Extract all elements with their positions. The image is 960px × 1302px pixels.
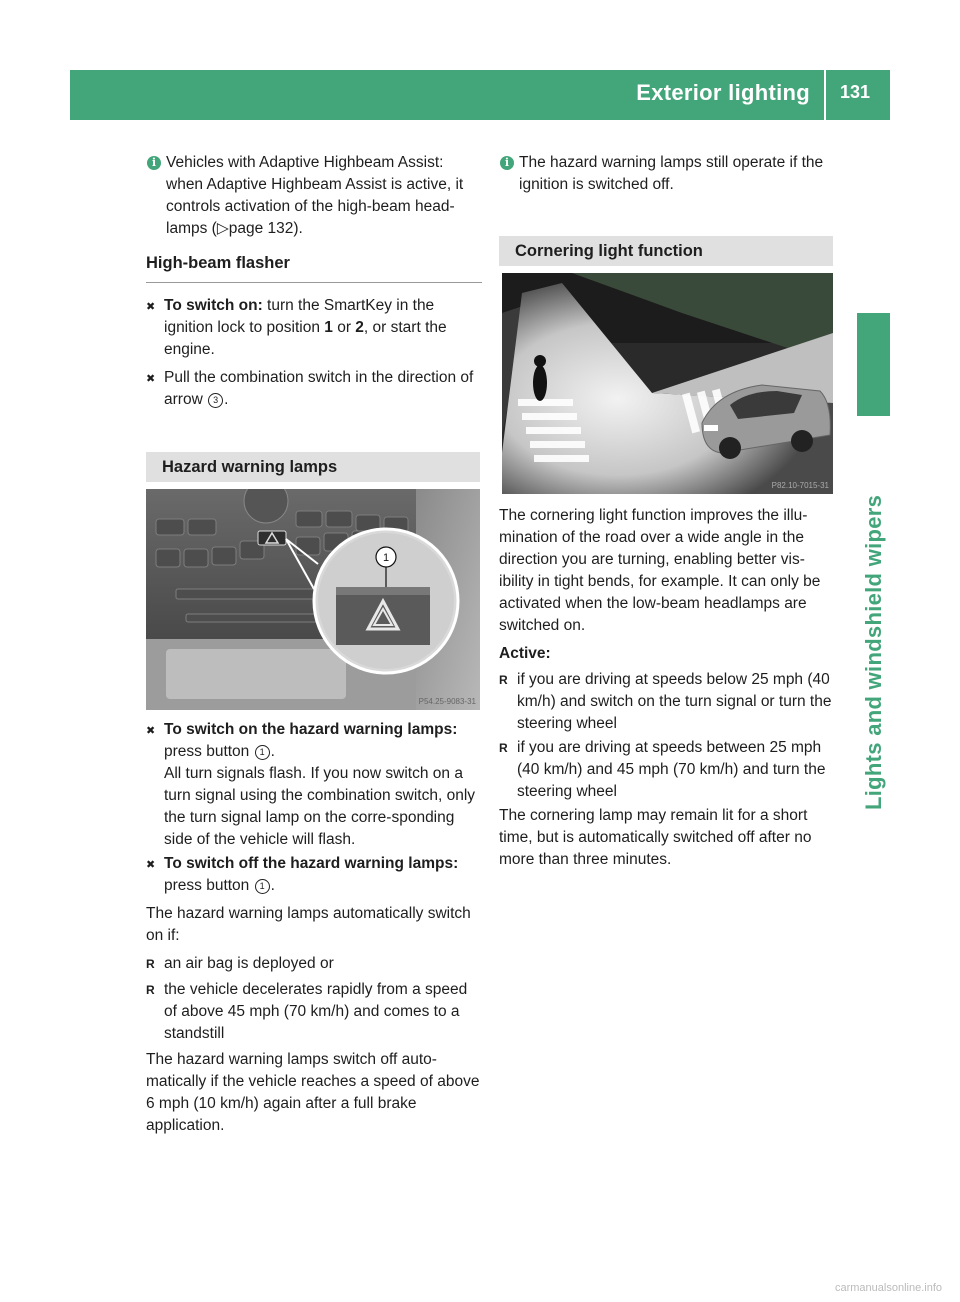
left-column: [146, 152, 482, 411]
info-icon: i: [147, 156, 161, 170]
callout-number: 1: [255, 745, 270, 760]
position-value: 1: [324, 319, 333, 336]
list-item: [146, 979, 482, 1045]
step-arrow-icon: ✖: [146, 301, 156, 313]
cornering-light-image: [502, 273, 833, 494]
step-arrow-icon: ✖: [146, 725, 156, 737]
info-note-text: The hazard warning lamps still operate if the ignition is switched off.: [519, 154, 824, 193]
page-number: 131: [839, 82, 870, 102]
info-note: [146, 152, 482, 240]
position-value: 2: [355, 319, 364, 336]
info-note: [499, 152, 835, 196]
image-code: P82.10-7015-31: [771, 481, 829, 490]
header-divider: [824, 70, 826, 120]
heading-hazard-warning-lamps: Hazard warning lamps: [146, 452, 480, 482]
chapter-tab-label: Lights and windshield wipers: [861, 494, 886, 810]
bullet-icon: R: [146, 983, 155, 997]
step-text: press button: [164, 877, 250, 894]
step-switch-on: [146, 295, 482, 361]
cornering-light-illustration: [502, 273, 833, 494]
info-icon: i: [500, 156, 514, 170]
list-item-text: an air bag is deployed or: [164, 955, 334, 972]
image-callout-number: 1: [382, 552, 390, 564]
step-pull-switch: ✖ Pull the combination switch in the direction of arrow 3 .: [146, 369, 474, 408]
bullet-icon: R: [499, 673, 508, 687]
info-note-text: Vehicles with Adaptive Highbeam Assist: when Adaptive Highbeam Assist is active, it controls activation of the high-beam head-lamps (: [166, 154, 464, 237]
image-code: P54.25-9083-31: [418, 697, 476, 706]
step-text: , or start the engine.: [164, 319, 447, 358]
page-reference-link[interactable]: page 132).: [228, 220, 303, 237]
step-text: press button: [164, 743, 250, 760]
list-item: [499, 737, 835, 803]
paragraph: The hazard warning lamps automatically switch on if:: [146, 905, 471, 944]
page-header: [70, 70, 890, 120]
paragraph: The cornering lamp may remain lit for a short time, but is automatically switched off after no more than three minutes.: [499, 807, 812, 868]
list-item-text: if you are driving at speeds between 25 mph (40 km/h) and 45 mph (70 km/h) and turn the steering wheel: [517, 739, 826, 800]
bullet-icon: R: [146, 957, 155, 971]
list-item-text: if you are driving at speeds below 25 mph (40 km/h) and switch on the turn signal or turn the steering wheel: [517, 671, 832, 732]
list-item-text: the vehicle decelerates rapidly from a speed of above 45 mph (70 km/h) and comes to a standstill: [164, 981, 468, 1042]
step-text: turn the SmartKey in the ignition lock to position: [164, 297, 435, 336]
step-arrow-icon: ✖: [146, 373, 156, 385]
step-description: All turn signals flash. If you now switch on a turn signal using the combination switch, only the turn signal lamp on the corre-sponding side of the vehicle will flash.: [164, 765, 476, 848]
step-hazard-on: ✖ To switch on the hazard warning lamps: press button 1 . All turn signals flash. If you now switch on a turn signal using the combination switch, only the turn signal lamp on the corre-sponding side of the vehicle will flash.: [146, 719, 482, 851]
list-item: [146, 953, 482, 975]
callout-number: 3: [208, 393, 223, 408]
list-item: [499, 669, 835, 735]
hazard-button-image: [146, 489, 480, 710]
footer-watermark: carmanualsonline.info: [834, 1282, 942, 1294]
paragraph: The hazard warning lamps switch off auto-matically if the vehicle reaches a speed of above 6 mph (10 km/h) again after a full brake application.: [146, 1051, 480, 1134]
bullet-icon: R: [499, 741, 508, 755]
step-text: Pull the combination switch in the direction of arrow: [164, 369, 474, 408]
paragraph: The cornering light function improves the illu-mination of the road over a wide angle in the direction you are turning, enabling better vis-ibility in tight bends, for example. It can only be activated when the low-beam headlamps are switched on.: [499, 507, 821, 634]
hazard-button-illustration: [146, 489, 480, 710]
heading-cornering-light: Cornering light function: [499, 236, 833, 266]
section-title: Exterior lighting: [636, 80, 810, 105]
step-label: To switch on:: [164, 297, 263, 314]
right-column-lower: [499, 505, 835, 871]
left-column-lower: [146, 719, 482, 1137]
heading-high-beam-flasher: High-beam flasher: [146, 254, 290, 272]
step-label: To switch off the hazard warning lamps:: [164, 855, 459, 872]
active-label: Active:: [499, 645, 551, 662]
step-arrow-icon: ✖: [146, 859, 156, 871]
page-ref-arrow-icon: ▷: [216, 220, 229, 237]
step-label: To switch on the hazard warning lamps:: [164, 721, 458, 738]
chapter-tab-marker: [857, 313, 890, 416]
right-column: [499, 152, 835, 196]
heading-rule: [146, 282, 482, 283]
step-text: or: [332, 319, 356, 336]
step-hazard-off: ✖ To switch off the hazard warning lamps: press button 1 .: [146, 855, 459, 894]
callout-number: 1: [255, 879, 270, 894]
